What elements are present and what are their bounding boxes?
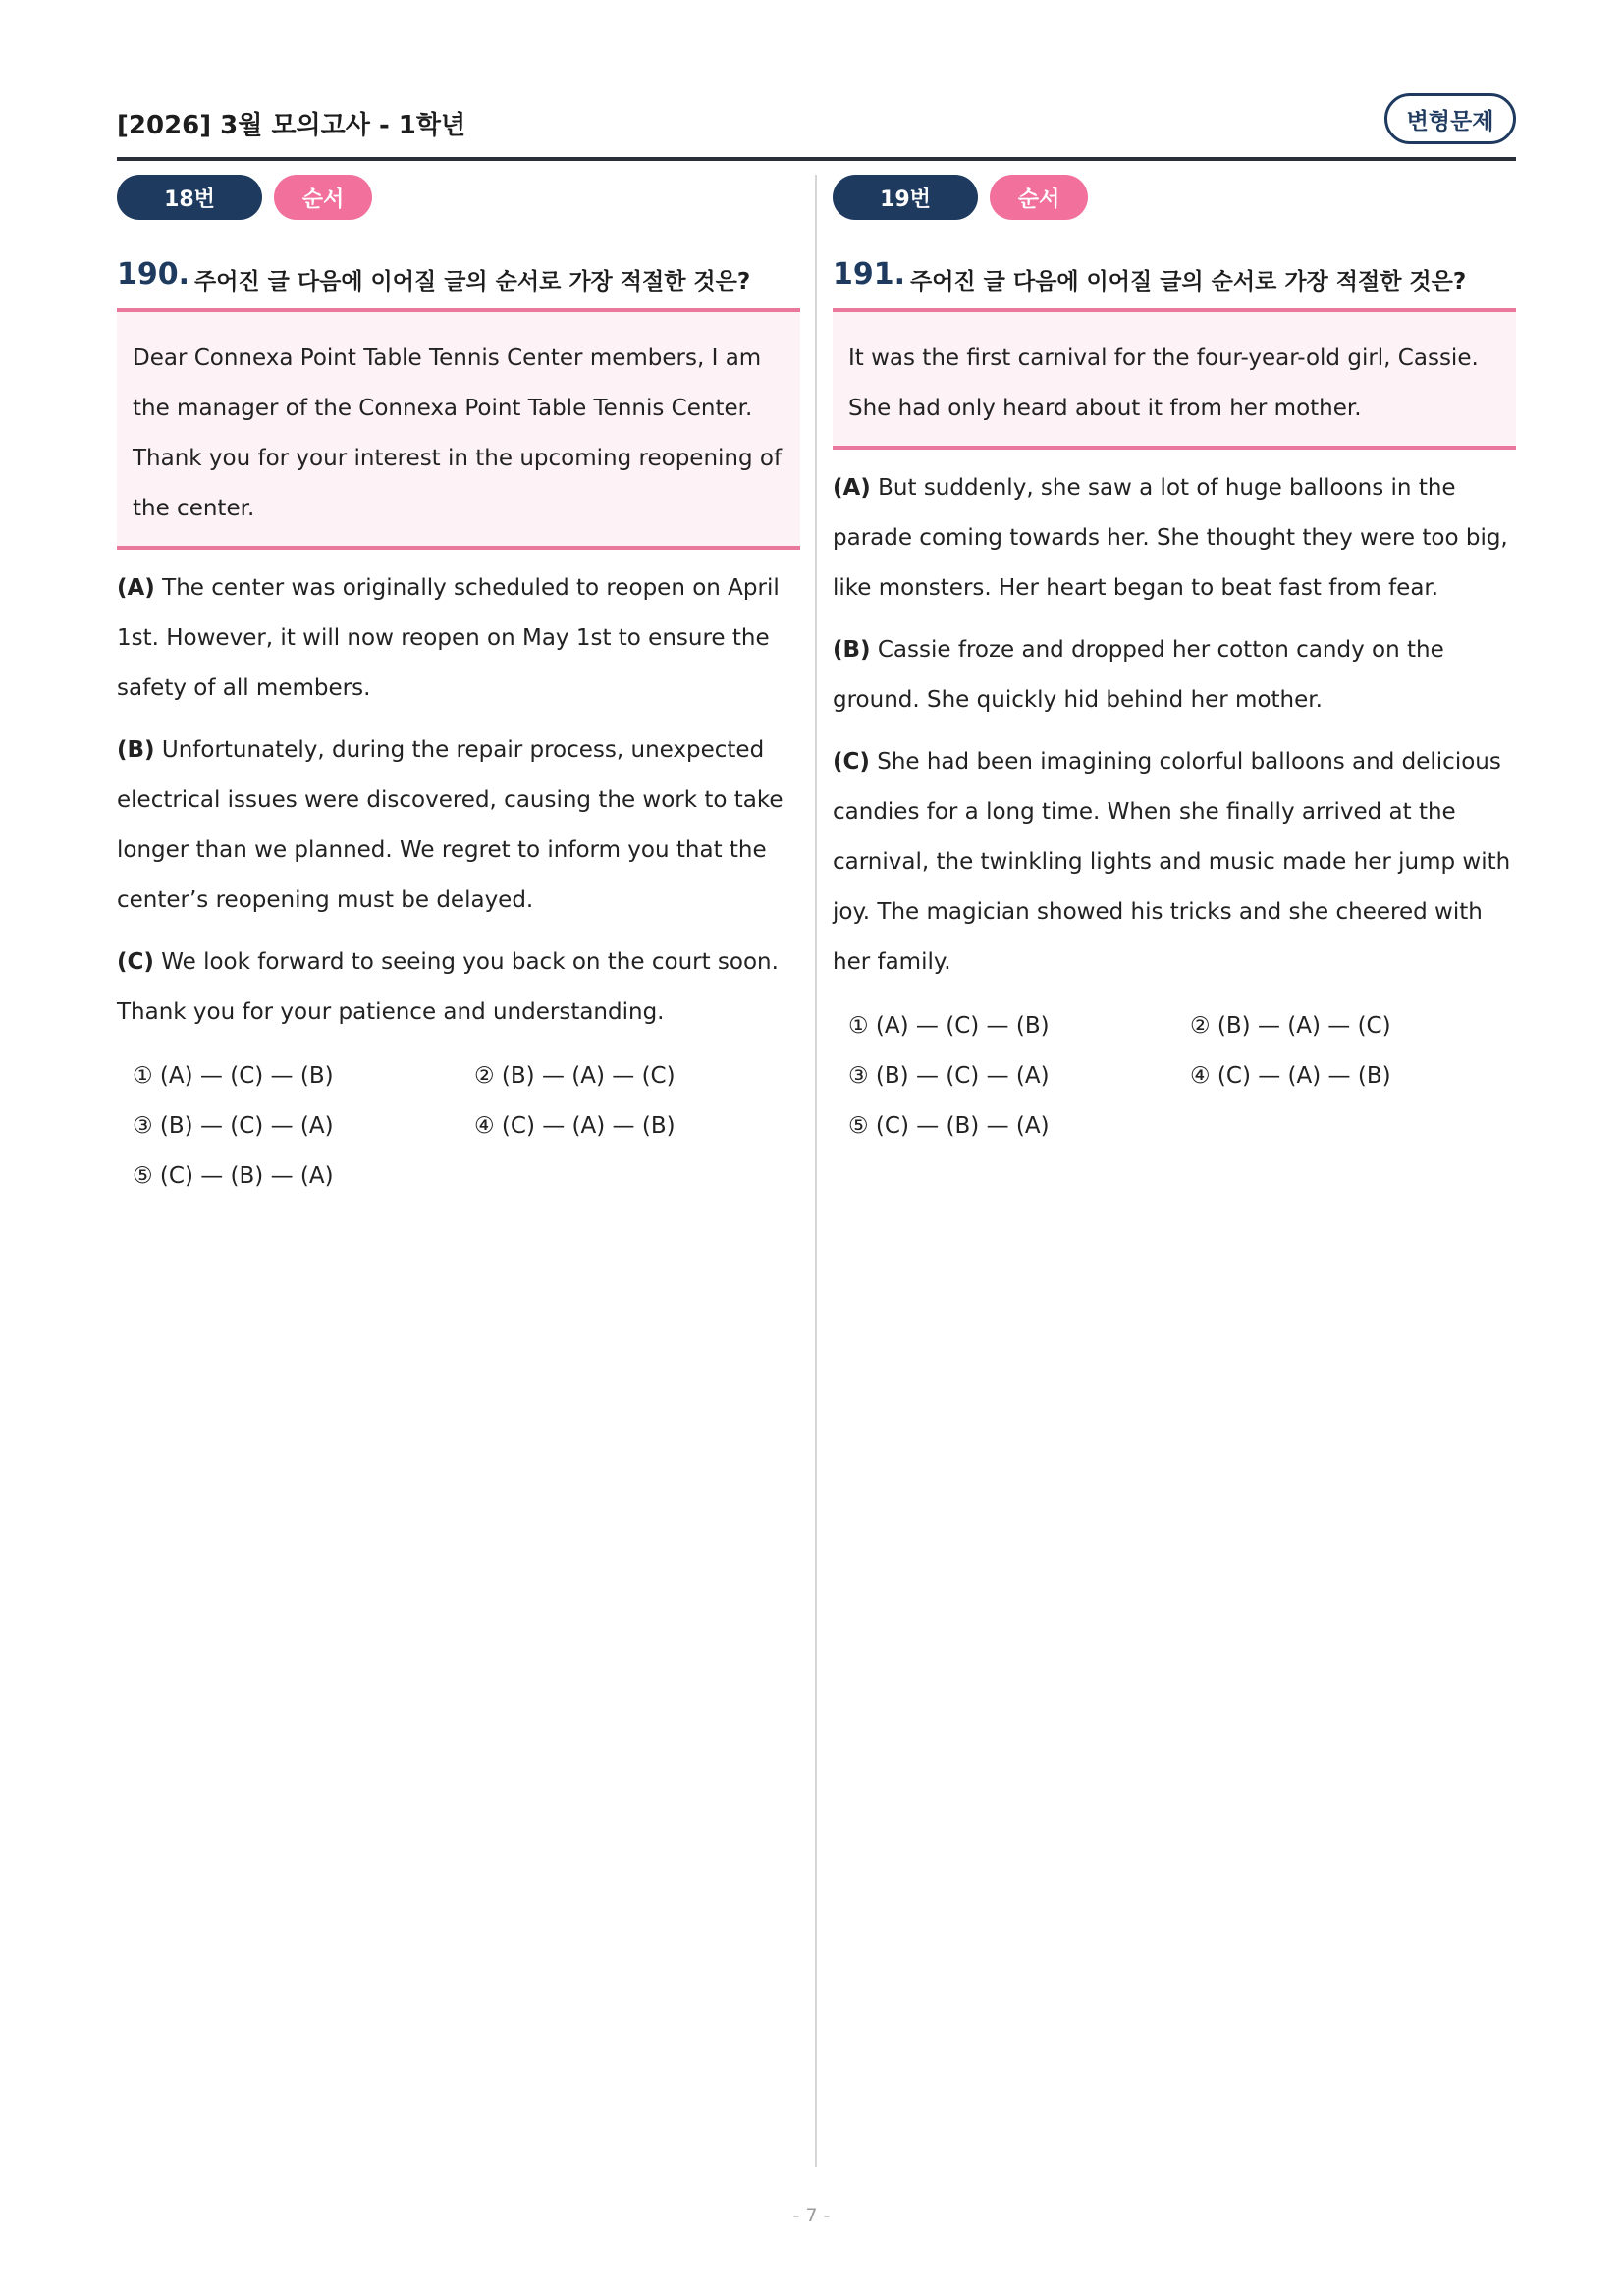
answer-choices bbox=[117, 1051, 800, 1201]
paragraph-a bbox=[117, 563, 800, 714]
paragraph-text: The center was originally scheduled to reopen on April 1st. However, it will now reopen on May 1st to ensure the safety of all members. bbox=[117, 575, 780, 701]
choice-1[interactable]: ① (A) — (C) — (B) bbox=[848, 1013, 1050, 1039]
choice-4[interactable]: ④ (C) — (A) — (B) bbox=[1190, 1063, 1391, 1089]
choice-2[interactable]: ② (B) — (A) — (C) bbox=[1190, 1013, 1391, 1039]
paragraph-label: (A) bbox=[833, 475, 871, 501]
question-block-190 bbox=[117, 175, 800, 1201]
given-passage: It was the first carnival for the four-year-old girl, Cassie. She had only heard about it from her mother. bbox=[833, 312, 1516, 450]
source-number-tag: 19번 bbox=[833, 175, 978, 220]
passage-paragraphs bbox=[117, 563, 800, 1038]
paragraph-a bbox=[833, 463, 1516, 614]
page-header bbox=[117, 93, 1516, 161]
paragraph-text: Unfortunately, during the repair process, unexpected electrical issues were discovered, causing the work to take longer than we planned. We regret to inform you that the center’s reopening must be delayed. bbox=[117, 737, 784, 913]
paragraph-label: (A) bbox=[117, 575, 155, 601]
question-prompt: 주어진 글 다음에 이어질 글의 순서로 가장 적절한 것은? bbox=[910, 269, 1467, 294]
paragraph-text: But suddenly, she saw a lot of huge balloons in the parade coming towards her. She thought they were too big, like monsters. Her heart began to beat fast from fear. bbox=[833, 475, 1508, 601]
choice-2[interactable]: ② (B) — (A) — (C) bbox=[474, 1063, 676, 1089]
paragraph-label: (B) bbox=[117, 737, 155, 763]
choice-1[interactable]: ① (A) — (C) — (B) bbox=[133, 1063, 334, 1089]
choice-3[interactable]: ③ (B) — (C) — (A) bbox=[133, 1113, 334, 1139]
answer-choices bbox=[833, 1001, 1516, 1151]
choice-5[interactable]: ⑤ (C) — (B) — (A) bbox=[848, 1113, 1050, 1139]
passage-paragraphs bbox=[833, 463, 1516, 988]
question-type-tag: 순서 bbox=[274, 175, 372, 220]
paragraph-label: (B) bbox=[833, 637, 871, 663]
question-heading bbox=[833, 257, 1516, 312]
paragraph-text: We look forward to seeing you back on the court soon. Thank you for your patience and understanding. bbox=[117, 949, 779, 1025]
question-number: 190. bbox=[117, 257, 190, 292]
question-type-tag: 순서 bbox=[990, 175, 1088, 220]
column-divider bbox=[815, 175, 817, 2167]
paragraph-c bbox=[117, 937, 800, 1038]
choice-3[interactable]: ③ (B) — (C) — (A) bbox=[848, 1063, 1050, 1089]
choice-5[interactable]: ⑤ (C) — (B) — (A) bbox=[133, 1163, 334, 1189]
given-passage: Dear Connexa Point Table Tennis Center members, I am the manager of the Connexa Point Table Tennis Center. Thank you for your interest in the upcoming reopening of the center. bbox=[117, 312, 800, 550]
choice-4[interactable]: ④ (C) — (A) — (B) bbox=[474, 1113, 676, 1139]
question-number: 191. bbox=[833, 257, 906, 292]
variant-badge: 변형문제 bbox=[1384, 93, 1516, 144]
question-heading bbox=[117, 257, 800, 312]
paragraph-text: Cassie froze and dropped her cotton candy on the ground. She quickly hid behind her mother. bbox=[833, 637, 1444, 713]
paragraph-text: She had been imagining colorful balloons and delicious candies for a long time. When she finally arrived at the carnival, the twinkling lights and music made her jump with joy. The magician showed his tricks and she cheered with her family. bbox=[833, 749, 1511, 975]
question-tags bbox=[117, 175, 800, 222]
paragraph-b bbox=[117, 725, 800, 926]
question-block-191 bbox=[833, 175, 1516, 1151]
paragraph-label: (C) bbox=[117, 949, 154, 975]
paragraph-c bbox=[833, 737, 1516, 988]
paragraph-b bbox=[833, 625, 1516, 725]
question-tags bbox=[833, 175, 1516, 222]
doc-title: [2026] 3월 모의고사 - 1학년 bbox=[117, 111, 466, 140]
paragraph-label: (C) bbox=[833, 749, 870, 774]
page-number: - 7 - bbox=[792, 2205, 831, 2226]
question-prompt: 주어진 글 다음에 이어질 글의 순서로 가장 적절한 것은? bbox=[194, 269, 751, 294]
source-number-tag: 18번 bbox=[117, 175, 262, 220]
